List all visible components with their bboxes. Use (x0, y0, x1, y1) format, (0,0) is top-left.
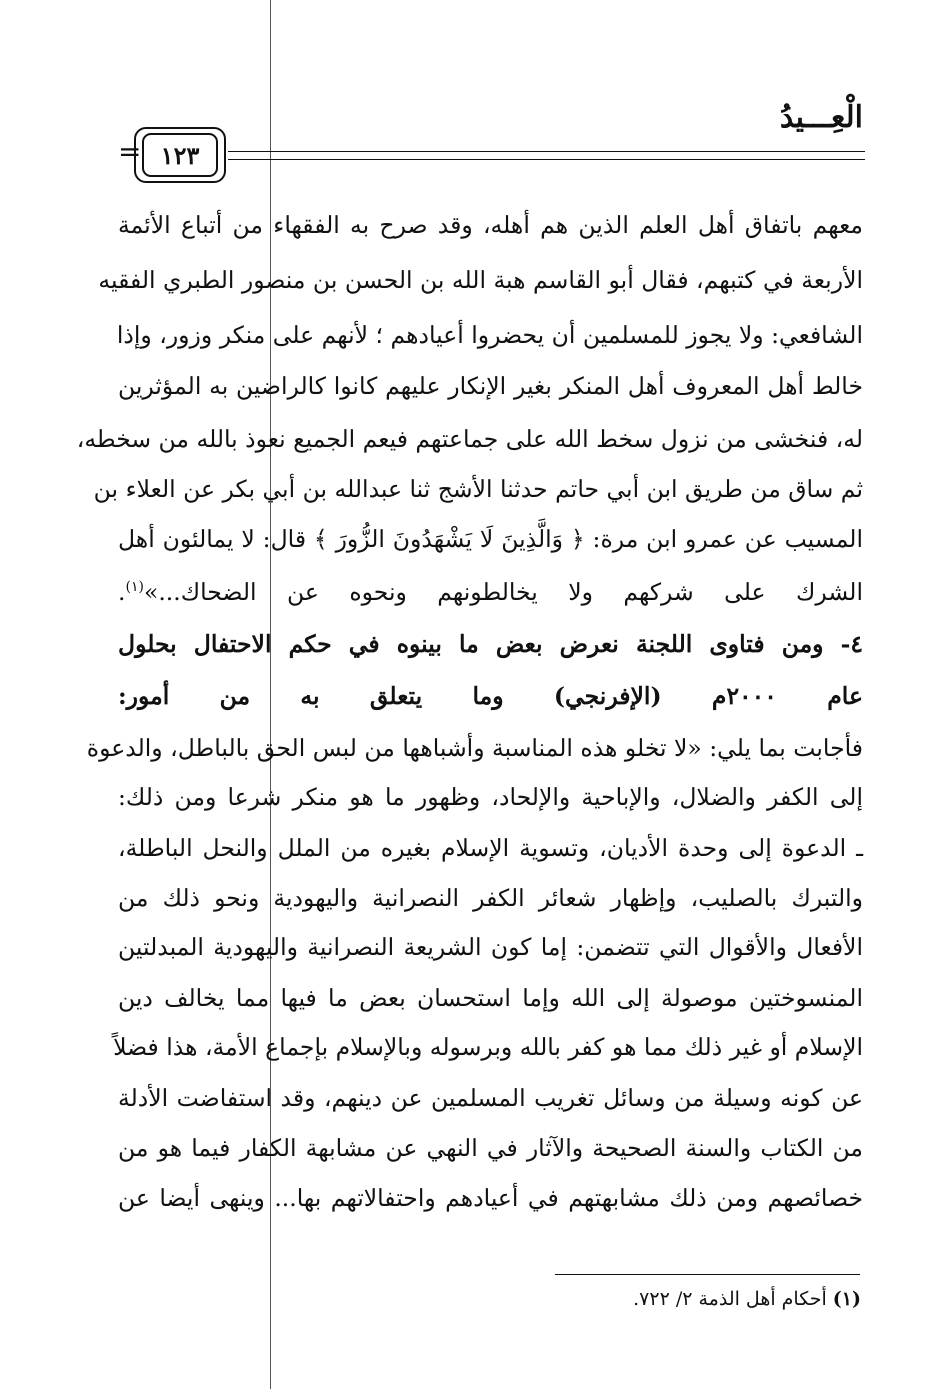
body-line: خالط أهل المعروف أهل المنكر بغير الإنكار عليهم كانوا كالراضين به المؤثرين (118, 372, 863, 400)
footnote-separator (555, 1274, 860, 1275)
body-line: معهم باتفاق أهل العلم الذين هم أهله، وقد صرح به الفقهاء من أتباع الأئمة (118, 211, 863, 239)
body-line: الأربعة في كتبهم، فقال أبو القاسم هبة الله بن الحسن بن منصور الطبري الفقيه (98, 266, 863, 294)
body-line: من الكتاب والسنة الصحيحة والآثار في النهي عن مشابهة الكفار فيما هو من (118, 1134, 863, 1162)
body-line: إلى الكفر والضلال، والإباحية والإلحاد، وظهور ما هو منكر شرعا ومن ذلك: (118, 783, 863, 811)
body-line: ـ الدعوة إلى وحدة الأديان، وتسوية الإسلام بغيره من الملل والنحل الباطلة، (118, 834, 863, 862)
body-line (118, 574, 863, 610)
body-line: المنسوختين موصولة إلى الله وإما استحسان بعض ما فيها مما يخالف دين (118, 984, 863, 1012)
body-line: الإسلام أو غير ذلك مما هو كفر بالله وبرسوله وبالإسلام بإجماع الأمة، هذا فضلاً (113, 1033, 863, 1061)
body-line-tail: . (118, 578, 126, 606)
footnote-reference: (١) (125, 579, 144, 596)
header-ornament: = (118, 135, 142, 168)
body-line: له، فنخشى من نزول سخط الله على جماعتهم فيعم الجميع نعوذ بالله من سخطه، (76, 425, 863, 453)
page-number: ١٢٣ (142, 133, 218, 177)
body-line: الأفعال والأقوال التي تتضمن: إما كون الشريعة النصرانية واليهودية المبدلتين (118, 933, 863, 961)
body-line: الشافعي: ولا يجوز للمسلمين أن يحضروا أعيادهم ؛ لأنهم على منكر وزور، وإذا (116, 321, 863, 349)
body-line: والتبرك بالصليب، وإظهار شعائر الكفر النصرانية واليهودية ونحو ذلك من (118, 884, 863, 912)
section-heading-line: ٤- ومن فتاوى اللجنة نعرض بعض ما بينوه في حكم الاحتفال بحلول (118, 630, 863, 658)
body-line: عن كونه وسيلة من وسائل تغريب المسلمين عن دينهم، وقد استفاضت الأدلة (118, 1084, 863, 1112)
body-line: المسيب عن عمرو ابن مرة: ﴿ وَالَّذِينَ لَا يَشْهَدُونَ الزُّورَ ﴾ قال: لا يمالئون أهل (118, 525, 863, 553)
body-line: فأجابت بما يلي: «لا تخلو هذه المناسبة وأشباهها من لبس الحق بالباطل، والدعوة (86, 734, 863, 762)
body-line-text: الشرك على شركهم ولا يخالطونهم ونحوه عن الضحاك...» (143, 578, 863, 606)
footnote-number: (١) (832, 1288, 861, 1310)
body-line: ثم ساق من طريق ابن أبي حاتم حدثنا الأشج ثنا عبدالله بن أبي بكر عن العلاء بن (93, 475, 863, 503)
footnote (633, 1288, 861, 1310)
section-heading-line: عام ٢٠٠٠م (الإفرنجي) وما يتعلق به من أمور: (118, 682, 863, 710)
running-title: الْعِـــيدُ (779, 100, 863, 135)
footnote-text: أحكام أهل الذمة ٢/ ٧٢٢. (633, 1288, 827, 1310)
body-line: خصائصهم ومن ذلك مشابهتهم في أعيادهم واحتفالاتهم بها... وينهى أيضا عن (118, 1184, 863, 1212)
body-text (76, 0, 863, 1389)
